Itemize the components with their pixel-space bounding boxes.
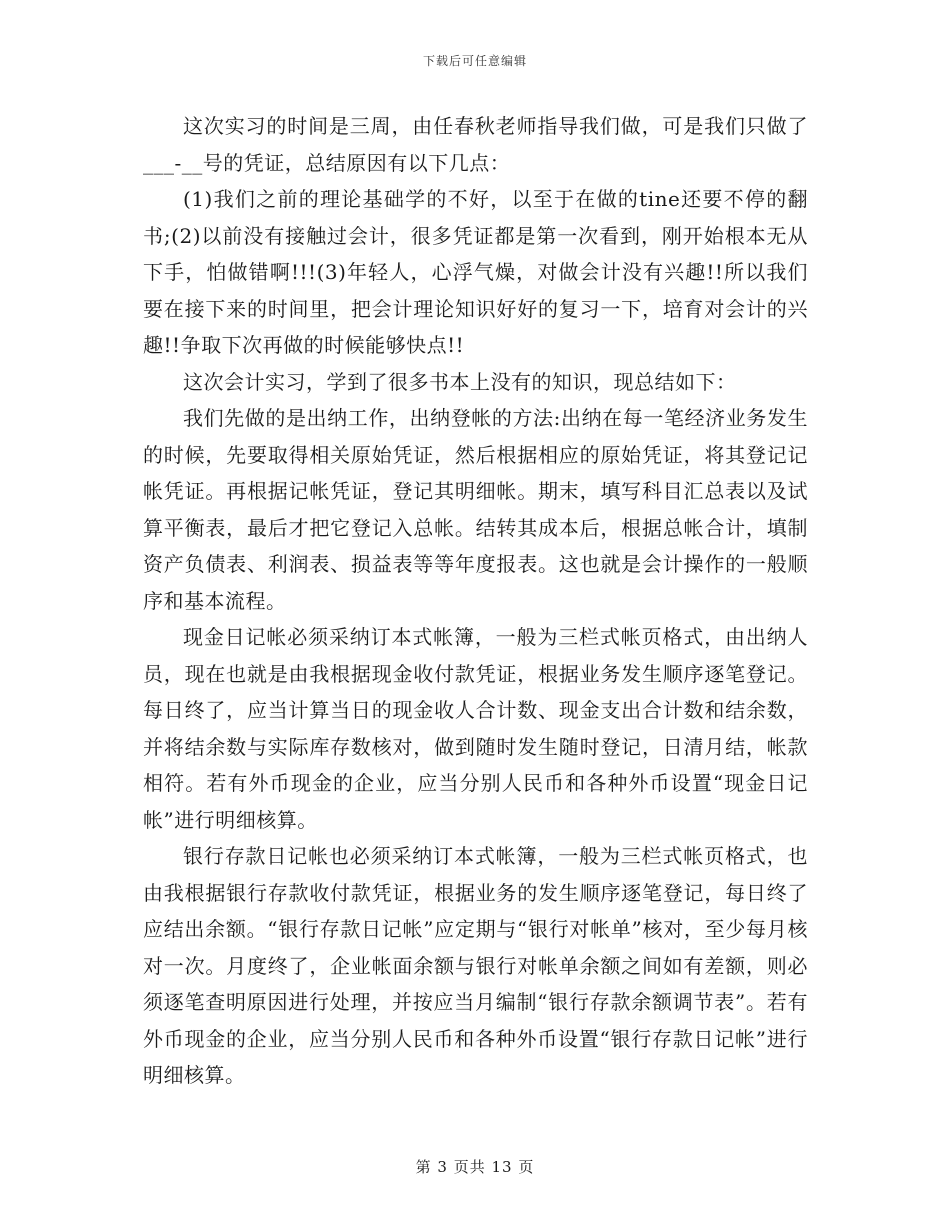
paragraph-cash-journal: 现金日记帐必须采纳订本式帐簿，一般为三栏式帐页格式，由出纳人员，现在也就是由我根据现金收付款凭证，根据业务发生顺序逐笔登记。每日终了，应当计算当日的现金收人合计数、现金支出合计数和结余数，并将结余数与实际库存数核对，做到随时发生随时登记，日清月结，帐款相符。若有外币现金的企业，应当分别人民币和各种外币设置“现金日记帐”进行明细核算。 (143, 625, 808, 832)
page-number: 第 3 页共 13 页 (415, 1158, 535, 1176)
document-body (143, 108, 808, 1094)
paragraph-learned-intro: 这次会计实习，学到了很多书本上没有的知识，现总结如下： (183, 369, 737, 394)
paragraph-reasons: (1)我们之前的理论基础学的不好，以至于在做的tine还要不停的翻书;(2)以前没有接触过会计，很多凭证都是第一次看到，刚开始根本无从下手，怕做错啊!!!(3)年轻人，心浮气燥，对做会计没有兴趣!!所以我们要在接下来的时间里，把会计理论知识好好的复习一下，培育对会计的兴趣!!争取下次再做的时候能够快点!! (143, 187, 808, 357)
paragraph-summary-intro: 这次实习的时间是三周，由任春秋老师指导我们做，可是我们只做了___-__号的凭证，总结原因有以下几点： (143, 114, 808, 175)
page-header: 下载后可任意编辑 (422, 54, 527, 68)
paragraph-cashier-work: 我们先做的是出纳工作，出纳登帐的方法:出纳在每一笔经济业务发生的时候，先要取得相关原始凭证，然后根据相应的原始凭证，将其登记记帐凭证。再根据记帐凭证，登记其明细帐。期末，填写科目汇总表以及试算平衡表，最后才把它登记入总帐。结转其成本后，根据总帐合计，填制资产负债表、利润表、损益表等等年度报表。这也就是会计操作的一般顺序和基本流程。 (143, 406, 808, 613)
paragraph-bank-journal: 银行存款日记帐也必须采纳订本式帐簿，一般为三栏式帐页格式，也由我根据银行存款收付款凭证，根据业务的发生顺序逐笔登记，每日终了应结出余额。“银行存款日记帐”应定期与“银行对帐单”核对，至少每月核对一次。月度终了，企业帐面余额与银行对帐单余额之间如有差额，则必须逐笔查明原因进行处理，并按应当月编制“银行存款余额调节表”。若有外币现金的企业，应当分别人民币和各种外币设置“银行存款日记帐”进行明细核算。 (143, 844, 808, 1087)
